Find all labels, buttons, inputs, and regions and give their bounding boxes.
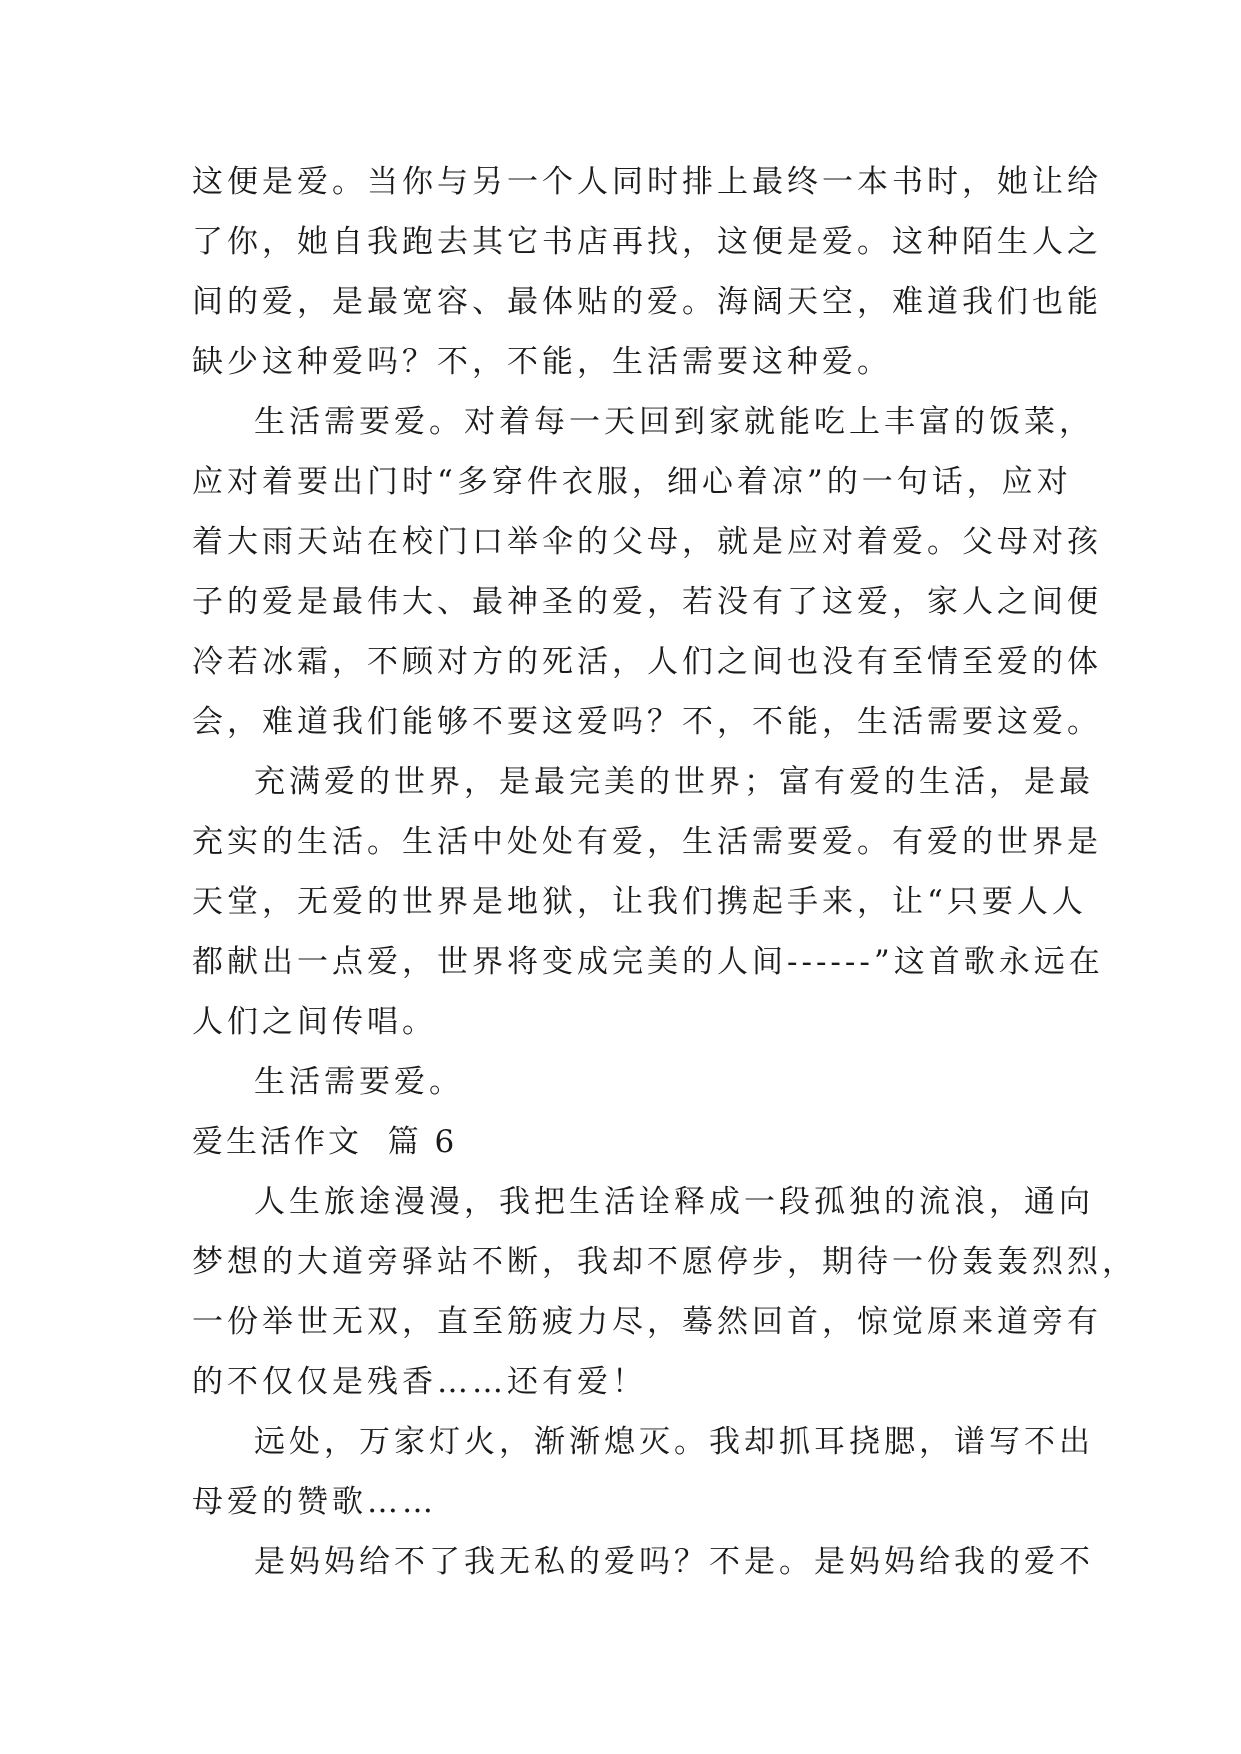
- text-line: 应对着要出门时“多穿件衣服，细心着凉”的一句话，应对: [192, 464, 1072, 500]
- paragraph: [192, 1532, 1094, 1592]
- text-line: 生活需要爱。: [254, 1064, 464, 1100]
- text-line: 天堂，无爱的世界是地狱，让我们携起手来，让“只要人人: [192, 884, 1087, 920]
- document-body: [192, 152, 1137, 1592]
- text-line: 子的爱是最伟大、最神圣的爱，若没有了这爱，家人之间便: [192, 584, 1102, 620]
- paragraph: [192, 1412, 1094, 1532]
- text-line: 着大雨天站在校门口举伞的父母，就是应对着爱。父母对孩: [192, 524, 1102, 560]
- text-line: 是妈妈给不了我无私的爱吗？不是。是妈妈给我的爱不: [254, 1544, 1094, 1580]
- text-line: 远处，万家灯火，渐渐熄灭。我却抓耳挠腮，谱写不出: [254, 1424, 1094, 1460]
- text-line: 母爱的赞歌……: [192, 1484, 437, 1520]
- text-line: 充满爱的世界，是最完美的世界；富有爱的生活，是最: [254, 764, 1094, 800]
- heading-text: 爱生活作文 篇 6: [192, 1124, 458, 1160]
- paragraph: [192, 392, 1102, 752]
- paragraph: [192, 152, 1102, 392]
- text-line: 梦想的大道旁驿站不断，我却不愿停步，期待一份轰轰烈烈，: [192, 1244, 1137, 1280]
- text-line: 一份举世无双，直至筋疲力尽，蓦然回首，惊觉原来道旁有: [192, 1304, 1102, 1340]
- text-line: 会，难道我们能够不要这爱吗？不，不能，生活需要这爱。: [192, 704, 1102, 740]
- paragraph: [192, 752, 1104, 1052]
- text-line: 人们之间传唱。: [192, 1004, 437, 1040]
- text-line: 的不仅仅是残香……还有爱！: [192, 1364, 647, 1400]
- text-line: 了你，她自我跑去其它书店再找，这便是爱。这种陌生人之: [192, 224, 1102, 260]
- text-line: 都献出一点爱，世界将变成完美的人间------”这首歌永远在: [192, 944, 1104, 980]
- paragraph: [192, 1052, 1052, 1112]
- text-line: 这便是爱。当你与另一个人同时排上最终一本书时，她让给: [192, 164, 1102, 200]
- text-line: 冷若冰霜，不顾对方的死活，人们之间也没有至情至爱的体: [192, 644, 1102, 680]
- paragraph: [192, 1172, 1137, 1412]
- text-line: 生活需要爱。对着每一天回到家就能吃上丰富的饭菜，: [254, 404, 1094, 440]
- text-line: 人生旅途漫漫，我把生活诠释成一段孤独的流浪，通向: [254, 1184, 1094, 1220]
- text-line: 充实的生活。生活中处处有爱，生活需要爱。有爱的世界是: [192, 824, 1102, 860]
- text-line: 间的爱，是最宽容、最体贴的爱。海阔天空，难道我们也能: [192, 284, 1102, 320]
- text-line: 缺少这种爱吗？不，不能，生活需要这种爱。: [192, 344, 892, 380]
- section-heading: [192, 1112, 1052, 1172]
